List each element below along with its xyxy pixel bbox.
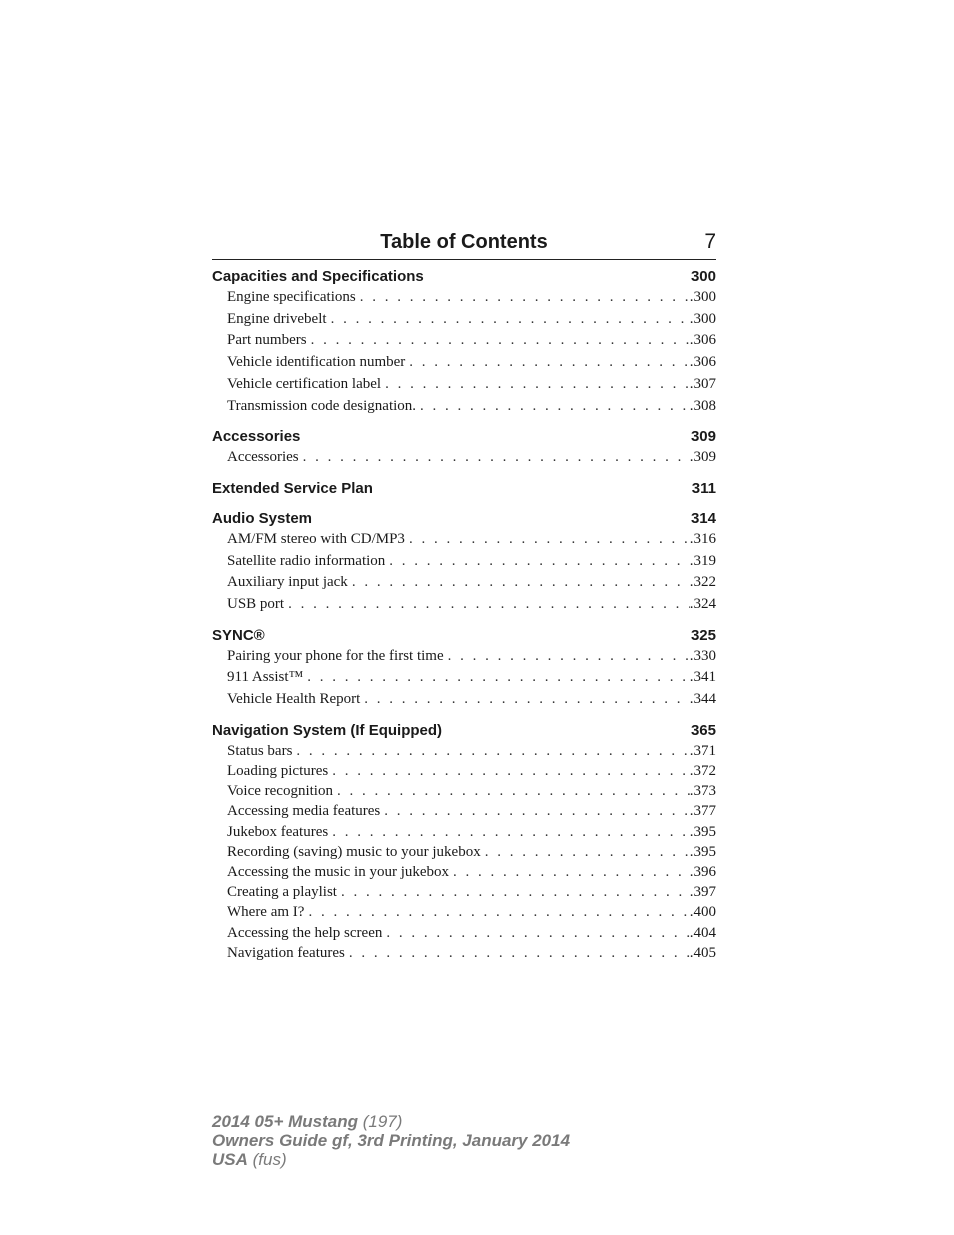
toc-section-heading[interactable] [212, 478, 716, 499]
toc-section [212, 508, 716, 616]
toc-entry-label: USB port [227, 596, 285, 613]
toc-entry[interactable] [212, 309, 716, 331]
dot-leader [389, 551, 689, 573]
toc-section-heading[interactable] [212, 426, 716, 447]
footer-model: 2014 05+ Mustang [212, 1112, 358, 1131]
toc-entry-page: .330 [689, 647, 716, 664]
toc-section-title: Extended Service Plan [212, 479, 373, 497]
toc-entry-label: Voice recognition [227, 783, 333, 800]
dot-leader [337, 781, 690, 801]
dot-leader [485, 842, 690, 862]
toc-entry[interactable] [212, 923, 716, 943]
toc-entry[interactable] [212, 529, 716, 551]
toc-section-page: 311 [691, 479, 716, 497]
toc-entry-page: .395 [689, 843, 716, 860]
toc-entry[interactable] [212, 822, 716, 842]
toc-section-heading[interactable] [212, 508, 716, 529]
toc-section [212, 625, 716, 711]
toc-entry-page: .308 [689, 397, 716, 414]
toc-entry-page: .300 [689, 289, 716, 305]
toc-entry-page: .377 [689, 803, 716, 820]
toc-entry[interactable] [212, 741, 716, 761]
toc-entry[interactable] [212, 781, 716, 801]
dot-leader [311, 330, 690, 352]
toc-entry-page: .307 [689, 375, 716, 392]
toc-entry[interactable] [212, 862, 716, 882]
dot-leader [360, 287, 690, 309]
toc-entry[interactable] [212, 801, 716, 821]
toc-entry[interactable] [212, 287, 716, 309]
toc-entry-label: Vehicle identification number [227, 354, 406, 371]
toc-entry-label: Where am I? [227, 904, 305, 921]
toc-entry-page: .405 [689, 944, 716, 961]
footer-printing: Owners Guide gf, 3rd Printing, January 2014 [212, 1131, 571, 1150]
toc-entry[interactable] [212, 572, 716, 594]
toc-entry[interactable] [212, 330, 716, 352]
toc-entry-label: Pairing your phone for the first time [227, 647, 444, 664]
toc-entry-page: .373 [689, 783, 716, 800]
toc-section-title: Capacities and Specifications [212, 268, 424, 285]
toc-entry[interactable] [212, 352, 716, 374]
toc-entry-label: Engine drivebelt [227, 310, 327, 327]
toc-entry-label: Part numbers [227, 332, 307, 349]
toc-section-page: 309 [690, 428, 716, 446]
toc-section-page: 300 [690, 268, 716, 285]
toc-entry-page: .372 [689, 763, 716, 780]
toc-entry-label: Accessing media features [227, 803, 381, 820]
toc-section-title: SYNC® [212, 626, 265, 644]
toc-entry[interactable] [212, 902, 716, 922]
dot-leader [349, 943, 690, 963]
toc-section-page: 314 [690, 509, 716, 527]
toc-entry-page: .396 [689, 864, 716, 881]
page-header [212, 229, 716, 260]
dot-leader [331, 309, 690, 331]
toc-entry-page: .400 [689, 904, 716, 921]
toc-section-heading[interactable] [212, 625, 716, 646]
toc-entry[interactable] [212, 551, 716, 573]
toc-section-title: Accessories [212, 428, 301, 446]
toc-entry-page: .300 [689, 310, 716, 327]
toc-entry-page: .322 [689, 574, 716, 591]
toc-entry-label: Accessories [227, 449, 299, 466]
toc-entry-page: .316 [689, 530, 716, 547]
dot-leader [386, 923, 689, 943]
toc-entry-label: Jukebox features [227, 823, 329, 840]
footer-model-code: (197) [362, 1112, 403, 1131]
toc-entry-page: .309 [689, 449, 716, 466]
dot-leader [409, 529, 690, 551]
toc-entry[interactable] [212, 374, 716, 396]
toc-entry-label: Status bars [227, 742, 293, 759]
dot-leader [364, 689, 689, 711]
toc-entry-page: .341 [689, 669, 716, 686]
dot-leader [409, 352, 689, 374]
toc-section-page: 325 [690, 626, 716, 644]
dot-leader [307, 667, 690, 689]
dot-leader [448, 646, 690, 668]
toc-entry-page: .404 [689, 924, 716, 941]
toc-entry[interactable] [212, 646, 716, 668]
toc-entry-page: .397 [689, 884, 716, 901]
toc-entry-label: Vehicle Health Report [227, 691, 361, 708]
toc-entry-page: .319 [689, 552, 716, 569]
toc-entry-label: Engine specifications [227, 289, 356, 305]
toc-entry[interactable] [212, 396, 716, 418]
toc-entry-page: .371 [689, 742, 716, 759]
toc-entry[interactable] [212, 667, 716, 689]
toc-entry-label: Transmission code designation. [227, 397, 417, 414]
page-title: Table of Contents [380, 231, 548, 253]
toc-section [212, 478, 716, 499]
footer [212, 1112, 570, 1169]
toc-entry-label: Creating a playlist [227, 884, 337, 901]
toc-section-page: 365 [690, 721, 716, 739]
toc-entry-label: 911 Assist™ [227, 669, 304, 686]
page-number: 7 [704, 230, 716, 253]
toc-entry-label: Loading pictures [227, 763, 329, 780]
dot-leader [453, 862, 690, 882]
footer-line-2 [212, 1131, 570, 1150]
toc-entry-label: Recording (saving) music to your jukebox [227, 843, 481, 860]
toc-section-title: Audio System [212, 509, 313, 527]
toc-entry-page: .306 [689, 332, 716, 349]
footer-market-code: (fus) [252, 1150, 287, 1169]
toc-entry[interactable] [212, 594, 716, 616]
toc-entry[interactable] [212, 761, 716, 781]
toc-entry-page: .395 [689, 823, 716, 840]
toc-entry-label: Auxiliary input jack [227, 574, 348, 591]
footer-market: USA [212, 1150, 248, 1169]
toc-entry-label: Vehicle certification label [227, 375, 382, 392]
dot-leader [352, 572, 690, 594]
toc-entry-label: Accessing the help screen [227, 924, 383, 941]
dot-leader [296, 741, 689, 761]
dot-leader [303, 447, 690, 469]
toc-entry[interactable] [212, 447, 716, 469]
toc-section-title: Navigation System (If Equipped) [212, 721, 443, 739]
toc-entry-label: AM/FM stereo with CD/MP3 [227, 530, 405, 547]
dot-leader [384, 801, 689, 821]
toc-entry[interactable] [212, 689, 716, 711]
toc-entry[interactable] [212, 943, 716, 963]
toc-section-heading[interactable] [212, 266, 716, 287]
dot-leader [332, 822, 690, 842]
toc-section [212, 720, 716, 963]
dot-leader [332, 761, 690, 781]
dot-leader [288, 594, 690, 616]
toc-entry-page: .344 [689, 691, 716, 708]
toc-entry-page: .324 [689, 596, 716, 613]
toc-entry[interactable] [212, 842, 716, 862]
dot-leader [308, 902, 689, 922]
footer-line-1 [212, 1112, 570, 1131]
dot-leader [420, 396, 690, 418]
table-of-contents [212, 266, 716, 972]
toc-section [212, 266, 716, 417]
dot-leader [341, 882, 690, 902]
toc-section-heading[interactable] [212, 720, 716, 741]
footer-line-3 [212, 1150, 570, 1169]
toc-entry-label: Satellite radio information [227, 552, 386, 569]
toc-entry-label: Navigation features [227, 944, 345, 961]
toc-entry-page: .306 [689, 354, 716, 371]
dot-leader [385, 374, 690, 396]
toc-entry-label: Accessing the music in your jukebox [227, 864, 450, 881]
toc-section [212, 426, 716, 469]
toc-entry[interactable] [212, 882, 716, 902]
